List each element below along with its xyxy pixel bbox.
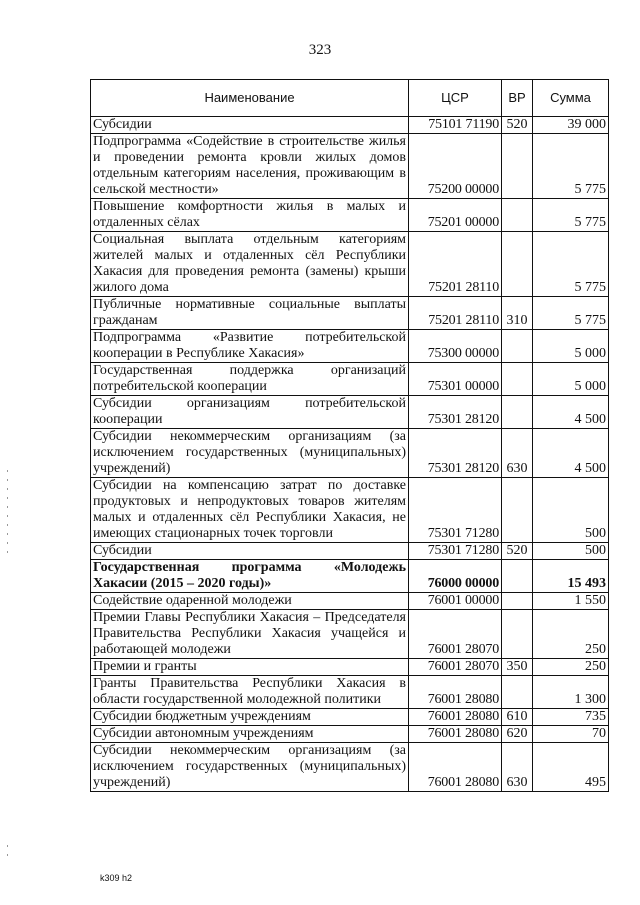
cell-sum: 735 — [533, 709, 609, 726]
table-row — [91, 117, 609, 134]
table-row — [91, 363, 609, 396]
cell-sum: 39 000 — [533, 117, 609, 134]
cell-csr: 76001 00000 — [409, 593, 502, 610]
cell-csr: 75200 00000 — [409, 134, 502, 199]
cell-csr: 76001 28080 — [409, 726, 502, 743]
cell-csr: 75201 28110 — [409, 297, 502, 330]
cell-sum: 250 — [533, 610, 609, 659]
footer-code: k309 h2 — [100, 873, 133, 883]
cell-csr: 76001 28070 — [409, 610, 502, 659]
cell-sum: 495 — [533, 743, 609, 792]
column-header-sum: Сумма — [533, 80, 609, 117]
cell-name: Подпрограмма «Развитие потребительской кооперации в Республике Хакасия» — [91, 330, 409, 363]
cell-name: Премии и гранты — [91, 659, 409, 676]
cell-sum: 4 500 — [533, 429, 609, 478]
table-row — [91, 593, 609, 610]
table-row — [91, 709, 609, 726]
cell-name: Государственная программа «Молодежь Хакасии (2015 – 2020 годы)» — [91, 560, 409, 593]
table-header-row — [91, 80, 609, 117]
table-row — [91, 297, 609, 330]
cell-vr: 630 — [502, 429, 533, 478]
cell-sum: 500 — [533, 478, 609, 543]
column-header-csr: ЦСР — [409, 80, 502, 117]
scan-margin-marks — [7, 845, 8, 859]
cell-vr — [502, 593, 533, 610]
cell-sum: 5 775 — [533, 134, 609, 199]
cell-csr: 75101 71190 — [409, 117, 502, 134]
table-row — [91, 726, 609, 743]
cell-name: Премии Главы Республики Хакасия – Председателя Правительства Республики Хакасия учащейся и работающей молодежи — [91, 610, 409, 659]
table-row — [91, 560, 609, 593]
table-row — [91, 199, 609, 232]
cell-vr: 620 — [502, 726, 533, 743]
cell-name: Содействие одаренной молодежи — [91, 593, 409, 610]
cell-name: Субсидии бюджетным учреждениям — [91, 709, 409, 726]
cell-csr: 75301 71280 — [409, 543, 502, 560]
cell-sum: 5 000 — [533, 363, 609, 396]
table-row — [91, 330, 609, 363]
cell-vr: 610 — [502, 709, 533, 726]
cell-sum: 5 000 — [533, 330, 609, 363]
cell-vr — [502, 330, 533, 363]
table-row — [91, 659, 609, 676]
page-number: 323 — [308, 42, 332, 58]
cell-name: Повышение комфортности жилья в малых и отдаленных сёлах — [91, 199, 409, 232]
cell-name: Государственная поддержка организаций потребительской кооперации — [91, 363, 409, 396]
cell-sum: 70 — [533, 726, 609, 743]
table-row — [91, 676, 609, 709]
cell-sum: 5 775 — [533, 199, 609, 232]
table-body — [91, 117, 609, 792]
scan-margin-marks — [7, 470, 8, 560]
column-header-name: Наименование — [91, 80, 409, 117]
cell-vr — [502, 134, 533, 199]
cell-name: Субсидии — [91, 117, 409, 134]
cell-name: Гранты Правительства Республики Хакасия в области государственной молодежной политики — [91, 676, 409, 709]
cell-csr: 75201 00000 — [409, 199, 502, 232]
cell-name: Субсидии — [91, 543, 409, 560]
cell-vr — [502, 232, 533, 297]
cell-sum: 1 300 — [533, 676, 609, 709]
cell-name: Субсидии автономным учреждениям — [91, 726, 409, 743]
table-row — [91, 429, 609, 478]
cell-csr: 75300 00000 — [409, 330, 502, 363]
table-row — [91, 543, 609, 560]
cell-vr: 310 — [502, 297, 533, 330]
cell-csr: 75301 28120 — [409, 396, 502, 429]
cell-csr: 76001 28070 — [409, 659, 502, 676]
cell-vr — [502, 676, 533, 709]
cell-sum: 250 — [533, 659, 609, 676]
cell-sum: 500 — [533, 543, 609, 560]
cell-csr: 76001 28080 — [409, 743, 502, 792]
table-row — [91, 134, 609, 199]
table-row — [91, 478, 609, 543]
cell-csr: 75301 28120 — [409, 429, 502, 478]
cell-csr: 76000 00000 — [409, 560, 502, 593]
cell-vr — [502, 363, 533, 396]
cell-name: Субсидии некоммерческим организациям (за исключением государственных (муниципальных) учреждений) — [91, 743, 409, 792]
cell-vr — [502, 560, 533, 593]
cell-vr — [502, 199, 533, 232]
cell-vr: 630 — [502, 743, 533, 792]
cell-sum: 4 500 — [533, 396, 609, 429]
cell-name: Публичные нормативные социальные выплаты гражданам — [91, 297, 409, 330]
cell-name: Социальная выплата отдельным категориям жителей малых и отдаленных сёл Республики Хакасия для проведения ремонта (замены) крыши жилого дома — [91, 232, 409, 297]
cell-sum: 5 775 — [533, 297, 609, 330]
cell-name: Субсидии организациям потребительской кооперации — [91, 396, 409, 429]
cell-sum: 5 775 — [533, 232, 609, 297]
cell-csr: 75301 00000 — [409, 363, 502, 396]
cell-vr — [502, 396, 533, 429]
cell-vr — [502, 610, 533, 659]
cell-vr — [502, 478, 533, 543]
cell-vr: 520 — [502, 543, 533, 560]
cell-name: Подпрограмма «Содействие в строительстве жилья и проведении ремонта кровли жилых домов отдельным категориям населения, проживающим в сельской местности» — [91, 134, 409, 199]
cell-csr: 76001 28080 — [409, 676, 502, 709]
cell-csr: 76001 28080 — [409, 709, 502, 726]
cell-sum: 15 493 — [533, 560, 609, 593]
table-row — [91, 232, 609, 297]
cell-csr: 75301 71280 — [409, 478, 502, 543]
table-row — [91, 743, 609, 792]
cell-csr: 75201 28110 — [409, 232, 502, 297]
cell-name: Субсидии некоммерческим организациям (за исключением государственных (муниципальных) учреждений) — [91, 429, 409, 478]
cell-vr: 520 — [502, 117, 533, 134]
cell-name: Субсидии на компенсацию затрат по доставке продуктовых и непродуктовых товаров жителям малых и отдаленных сёл Республики Хакасия, не имеющих стационарных точек торговли — [91, 478, 409, 543]
budget-table — [90, 79, 609, 792]
cell-vr: 350 — [502, 659, 533, 676]
table-row — [91, 610, 609, 659]
cell-sum: 1 550 — [533, 593, 609, 610]
column-header-vr: ВР — [502, 80, 533, 117]
table-row — [91, 396, 609, 429]
